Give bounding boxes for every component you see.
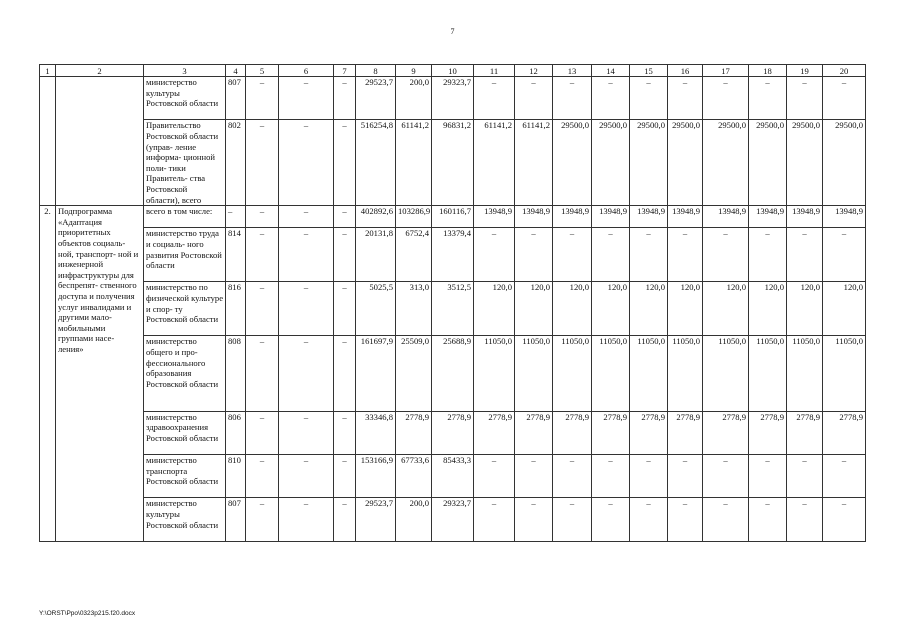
amount-cell: 2778,9 (396, 411, 432, 454)
table-row (40, 454, 866, 497)
amount-cell: – (592, 77, 630, 120)
column-number-cell: 14 (592, 65, 630, 77)
amount-cell: – (787, 454, 823, 497)
section-cell: – (246, 336, 279, 411)
expense-type-cell: – (334, 336, 356, 411)
amount-cell: 120,0 (823, 282, 866, 336)
column-number-cell: 15 (630, 65, 668, 77)
amount-cell: – (749, 77, 787, 120)
program-name-cell: Подпрограмма «Адаптация приоритетных объектов социаль- ной, транспорт- ной и инженерной инфраструктуры для беспрепят- ственного доступа и получения услуг инвалидами и другими мало- мобильными группами насе- ления» (56, 206, 144, 542)
amount-cell: 29500,0 (668, 120, 703, 206)
amount-cell: – (553, 498, 592, 541)
amount-cell: 13948,9 (515, 206, 553, 228)
amount-cell: 11050,0 (630, 336, 668, 411)
amount-cell: 2778,9 (703, 411, 749, 454)
page-number: 7 (450, 27, 455, 36)
amount-cell: 13948,9 (474, 206, 515, 228)
amount-cell: – (787, 228, 823, 282)
amount-cell: 120,0 (515, 282, 553, 336)
amount-cell: – (630, 454, 668, 497)
code-cell: 808 (226, 336, 246, 411)
amount-cell: 2778,9 (823, 411, 866, 454)
code-cell: – (226, 206, 246, 228)
amount-cell: 120,0 (668, 282, 703, 336)
amount-cell: 11050,0 (592, 336, 630, 411)
amount-cell: 200,0 (396, 498, 432, 541)
amount-cell: 13379,4 (432, 228, 474, 282)
amount-cell: – (515, 228, 553, 282)
column-number-cell: 1 (40, 65, 56, 77)
table-row (40, 498, 866, 541)
section-cell: – (246, 120, 279, 206)
expense-type-cell: – (334, 120, 356, 206)
amount-cell: 120,0 (749, 282, 787, 336)
amount-cell: – (553, 228, 592, 282)
section-cell: – (246, 77, 279, 120)
amount-cell: 13948,9 (703, 206, 749, 228)
target-article-cell: – (279, 228, 334, 282)
amount-cell: – (668, 454, 703, 497)
amount-cell: – (749, 228, 787, 282)
column-number-cell: 20 (823, 65, 866, 77)
code-cell: 807 (226, 498, 246, 541)
amount-cell: 13948,9 (787, 206, 823, 228)
code-cell: 810 (226, 454, 246, 497)
amount-cell: 61141,2 (396, 120, 432, 206)
amount-cell: 13948,9 (749, 206, 787, 228)
table-row (40, 282, 866, 336)
amount-cell: 61141,2 (515, 120, 553, 206)
amount-cell: 29323,7 (432, 498, 474, 541)
amount-cell: 13948,9 (553, 206, 592, 228)
amount-cell: 13948,9 (592, 206, 630, 228)
table-row (40, 120, 866, 206)
amount-cell: – (787, 77, 823, 120)
amount-cell: 5025,5 (356, 282, 396, 336)
expense-type-cell: – (334, 411, 356, 454)
amount-cell: 313,0 (396, 282, 432, 336)
amount-cell: 29500,0 (630, 120, 668, 206)
expense-type-cell: – (334, 77, 356, 120)
amount-cell: – (787, 498, 823, 541)
code-cell: 807 (226, 77, 246, 120)
amount-cell: 61141,2 (474, 120, 515, 206)
column-number-cell: 9 (396, 65, 432, 77)
amount-cell: 200,0 (396, 77, 432, 120)
code-cell: 814 (226, 228, 246, 282)
executor-cell: министерство общего и про- фессионального образования Ростовской области (144, 336, 226, 411)
program-name-cell (56, 77, 144, 206)
amount-cell: 2778,9 (630, 411, 668, 454)
amount-cell: 11050,0 (668, 336, 703, 411)
amount-cell: 160116,7 (432, 206, 474, 228)
section-cell: – (246, 206, 279, 228)
table-row (40, 206, 866, 228)
target-article-cell: – (279, 498, 334, 541)
amount-cell: 402892,6 (356, 206, 396, 228)
amount-cell: – (474, 454, 515, 497)
amount-cell: – (703, 454, 749, 497)
amount-cell: 103286,9 (396, 206, 432, 228)
column-number-cell: 12 (515, 65, 553, 77)
amount-cell: – (668, 228, 703, 282)
amount-cell: 29523,7 (356, 498, 396, 541)
amount-cell: 96831,2 (432, 120, 474, 206)
amount-cell: 2778,9 (432, 411, 474, 454)
amount-cell: 29523,7 (356, 77, 396, 120)
amount-cell: 20131,8 (356, 228, 396, 282)
amount-cell: 120,0 (703, 282, 749, 336)
expense-type-cell: – (334, 454, 356, 497)
table-row (40, 77, 866, 120)
amount-cell: – (630, 77, 668, 120)
program-number-cell: 2. (40, 206, 56, 542)
column-number-cell: 5 (246, 65, 279, 77)
amount-cell: 11050,0 (703, 336, 749, 411)
amount-cell: 13948,9 (668, 206, 703, 228)
executor-cell: министерство здравоохранения Ростовской области (144, 411, 226, 454)
column-number-cell: 6 (279, 65, 334, 77)
executor-cell: министерство транспорта Ростовской области (144, 454, 226, 497)
amount-cell: 11050,0 (515, 336, 553, 411)
amount-cell: 2778,9 (749, 411, 787, 454)
amount-cell: – (592, 498, 630, 541)
amount-cell: 29500,0 (749, 120, 787, 206)
column-number-cell: 17 (703, 65, 749, 77)
amount-cell: 120,0 (787, 282, 823, 336)
expense-type-cell: – (334, 206, 356, 228)
column-number-cell: 18 (749, 65, 787, 77)
amount-cell: – (474, 77, 515, 120)
program-number-cell (40, 77, 56, 206)
amount-cell: 11050,0 (823, 336, 866, 411)
amount-cell: 120,0 (474, 282, 515, 336)
column-number-cell: 16 (668, 65, 703, 77)
amount-cell: – (474, 498, 515, 541)
amount-cell: 2778,9 (668, 411, 703, 454)
column-number-cell: 19 (787, 65, 823, 77)
amount-cell: 29500,0 (823, 120, 866, 206)
amount-cell: – (515, 454, 553, 497)
amount-cell: 11050,0 (787, 336, 823, 411)
column-number-cell: 13 (553, 65, 592, 77)
column-number-cell: 8 (356, 65, 396, 77)
budget-table (39, 64, 866, 542)
executor-cell: министерство культуры Ростовской области (144, 498, 226, 541)
amount-cell: 120,0 (553, 282, 592, 336)
file-path-footer: Y:\ORST\Ppo\0323p215.f20.docx (39, 610, 136, 617)
amount-cell: 2778,9 (553, 411, 592, 454)
amount-cell: – (592, 228, 630, 282)
amount-cell: – (823, 498, 866, 541)
amount-cell: – (553, 454, 592, 497)
column-number-cell: 11 (474, 65, 515, 77)
amount-cell: 11050,0 (553, 336, 592, 411)
amount-cell: 2778,9 (474, 411, 515, 454)
amount-cell: 29500,0 (553, 120, 592, 206)
amount-cell: – (749, 454, 787, 497)
table-row (40, 411, 866, 454)
amount-cell: 120,0 (592, 282, 630, 336)
column-number-cell: 3 (144, 65, 226, 77)
amount-cell: – (515, 77, 553, 120)
target-article-cell: – (279, 120, 334, 206)
code-cell: 816 (226, 282, 246, 336)
column-number-cell: 4 (226, 65, 246, 77)
amount-cell: 29500,0 (703, 120, 749, 206)
target-article-cell: – (279, 336, 334, 411)
amount-cell: – (630, 498, 668, 541)
column-number-row (40, 65, 866, 77)
amount-cell: 13948,9 (823, 206, 866, 228)
amount-cell: – (592, 454, 630, 497)
executor-cell: министерство культуры Ростовской области (144, 77, 226, 120)
target-article-cell: – (279, 77, 334, 120)
amount-cell: 161697,9 (356, 336, 396, 411)
amount-cell: 29323,7 (432, 77, 474, 120)
amount-cell: 2778,9 (787, 411, 823, 454)
target-article-cell: – (279, 411, 334, 454)
amount-cell: 153166,9 (356, 454, 396, 497)
code-cell: 806 (226, 411, 246, 454)
target-article-cell: – (279, 206, 334, 228)
executor-cell: Правительство Ростовской области (управ- ление информа- ционной поли- тики Правитель- ства Ростовской области), всего (144, 120, 226, 206)
executor-cell: министерство труда и социаль- ного развития Ростовской области (144, 228, 226, 282)
amount-cell: – (703, 77, 749, 120)
executor-cell: министерство по физической культуре и спор- ту Ростовской области (144, 282, 226, 336)
amount-cell: 120,0 (630, 282, 668, 336)
amount-cell: 6752,4 (396, 228, 432, 282)
amount-cell: 25688,9 (432, 336, 474, 411)
amount-cell: 29500,0 (787, 120, 823, 206)
amount-cell: – (668, 77, 703, 120)
amount-cell: 516254,8 (356, 120, 396, 206)
table-row (40, 336, 866, 411)
amount-cell: 13948,9 (630, 206, 668, 228)
table-row (40, 228, 866, 282)
section-cell: – (246, 411, 279, 454)
section-cell: – (246, 228, 279, 282)
amount-cell: – (703, 228, 749, 282)
amount-cell: 25509,0 (396, 336, 432, 411)
expense-type-cell: – (334, 228, 356, 282)
amount-cell: 3512,5 (432, 282, 474, 336)
amount-cell: – (668, 498, 703, 541)
amount-cell: – (823, 228, 866, 282)
code-cell: 802 (226, 120, 246, 206)
section-cell: – (246, 498, 279, 541)
amount-cell: – (749, 498, 787, 541)
amount-cell: – (553, 77, 592, 120)
amount-cell: – (703, 498, 749, 541)
section-cell: – (246, 454, 279, 497)
section-cell: – (246, 282, 279, 336)
amount-cell: 85433,3 (432, 454, 474, 497)
amount-cell: 67733,6 (396, 454, 432, 497)
amount-cell: 2778,9 (515, 411, 553, 454)
target-article-cell: – (279, 282, 334, 336)
amount-cell: 29500,0 (592, 120, 630, 206)
executor-cell: всего в том числе: (144, 206, 226, 228)
expense-type-cell: – (334, 282, 356, 336)
amount-cell: – (474, 228, 515, 282)
column-number-cell: 10 (432, 65, 474, 77)
target-article-cell: – (279, 454, 334, 497)
column-number-cell: 2 (56, 65, 144, 77)
amount-cell: 33346,8 (356, 411, 396, 454)
amount-cell: 11050,0 (474, 336, 515, 411)
column-number-cell: 7 (334, 65, 356, 77)
expense-type-cell: – (334, 498, 356, 541)
amount-cell: – (823, 454, 866, 497)
amount-cell: – (515, 498, 553, 541)
amount-cell: 2778,9 (592, 411, 630, 454)
amount-cell: – (823, 77, 866, 120)
amount-cell: – (630, 228, 668, 282)
amount-cell: 11050,0 (749, 336, 787, 411)
